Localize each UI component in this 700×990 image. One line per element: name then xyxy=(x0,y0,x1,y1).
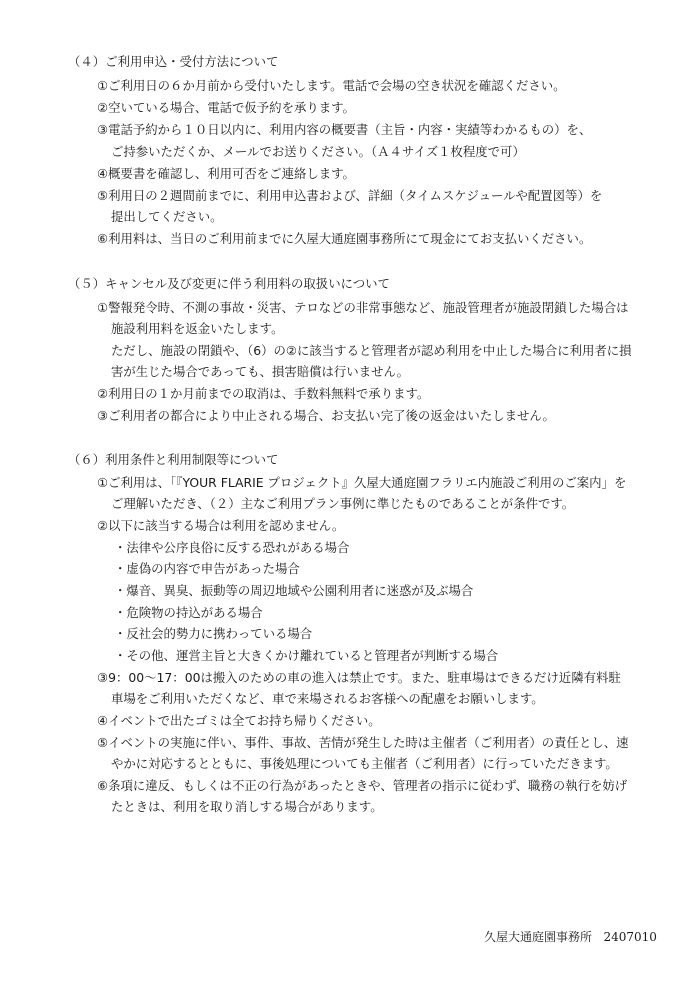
bullet-item: ・法律や公序良俗に反する恐れがある場合 xyxy=(114,540,350,555)
list-item: ④イベントで出たゴミは全てお持ち帰りください。 xyxy=(97,713,381,728)
section-heading: （５）キャンセル及び変更に伴う利用料の取扱いについて xyxy=(68,276,390,291)
list-item-continuation: 提出してください。 xyxy=(111,209,223,224)
list-item: ②空いている場合、電話で仮予約を承ります。 xyxy=(97,100,355,115)
list-item-continuation: ただし、施設の閉鎖や、（6）の②に該当すると管理者が認め利用を中止した場合に利用者に損 xyxy=(111,343,632,358)
list-item-continuation: 施設利用料を返金いたします。 xyxy=(111,321,284,336)
list-item: ⑥利用料は、当日のご利用前までに久屋大通庭園事務所にて現金にてお支払いください。 xyxy=(97,231,592,246)
office-name: 久屋大通庭園事務所 xyxy=(484,930,593,944)
bullet-item: ・爆音、異臭、振動等の周辺地域や公園利用者に迷惑が及ぶ場合 xyxy=(114,583,474,598)
list-item-continuation: 車場をご利用いただくなど、車で来場されるお客様への配慮をお願いします。 xyxy=(111,691,544,706)
bullet-item: ・その他、運営主旨と大きくかけ離れていると管理者が判断する場合 xyxy=(114,648,499,663)
list-item: ③9：00～17：00は搬入のための車の進入は禁止です。また、駐車場はできるだけ近隣有料駐 xyxy=(97,670,621,685)
list-item: ②利用日の１か月前までの取消は、手数料無料で承ります。 xyxy=(97,386,430,401)
list-item: ③電話予約から１０日以内に、利用内容の概要書（主旨・内容・実績等わかるもの）を、 xyxy=(97,122,592,137)
list-item-continuation: ご理解いただき、（２）主なご利用プラン事例に準じたものであることが条件です。 xyxy=(111,496,575,511)
section-heading: （６）利用条件と利用制限等について xyxy=(68,452,279,467)
list-item: ④概要書を確認し、利用可否をご連絡します。 xyxy=(97,166,355,181)
footer xyxy=(484,928,657,945)
list-item-continuation: ご持参いただくか、メールでお送りください。（Ａ４サイズ１枚程度で可） xyxy=(111,144,525,159)
bullet-item: ・虚偽の内容で申告があった場合 xyxy=(114,561,300,576)
document-code: 2407010 xyxy=(603,930,657,944)
list-item-continuation: たときは、利用を取り消しする場合があります。 xyxy=(111,799,383,814)
bullet-item: ・危険物の持込がある場合 xyxy=(114,605,263,620)
list-item-continuation: 害が生じた場合であっても、損害賠償は行いません。 xyxy=(111,364,409,379)
list-item: ①警報発令時、不測の事故・災害、テロなどの非常事態など、施設管理者が施設閉鎖した場合は xyxy=(97,300,629,315)
list-item: ③ご利用者の都合により中止される場合、お支払い完了後の返金はいたしません。 xyxy=(97,408,555,423)
list-item-continuation: やかに対応するとともに、事後処理についても主催者（ご利用者）に行っていただきます。 xyxy=(111,756,618,771)
section-heading: （４）ご利用申込・受付方法について xyxy=(68,54,279,69)
list-item: ①ご利用は、「『YOUR FLARIE プロジェクト』久屋大通庭園フラリエ内施設ご利用のご案内」を xyxy=(97,475,627,490)
list-item: ⑤イベントの実施に伴い、事件、事故、苦情が発生した時は主催者（ご利用者）の責任とし、速 xyxy=(97,735,629,750)
list-item: ②以下に該当する場合は利用を認めません。 xyxy=(97,518,345,533)
list-item: ⑥条項に違反、もしくは不正の行為があったときや、管理者の指示に従わず、職務の執行を妨げ xyxy=(97,778,628,793)
list-item: ①ご利用日の６か月前から受付いたします。電話で会場の空き状況を確認ください。 xyxy=(97,78,566,93)
bullet-item: ・反社会的勢力に携わっている場合 xyxy=(114,626,313,641)
list-item: ⑤利用日の２週間前までに、利用申込書および、詳細（タイムスケジュールや配置図等）を xyxy=(97,188,603,203)
